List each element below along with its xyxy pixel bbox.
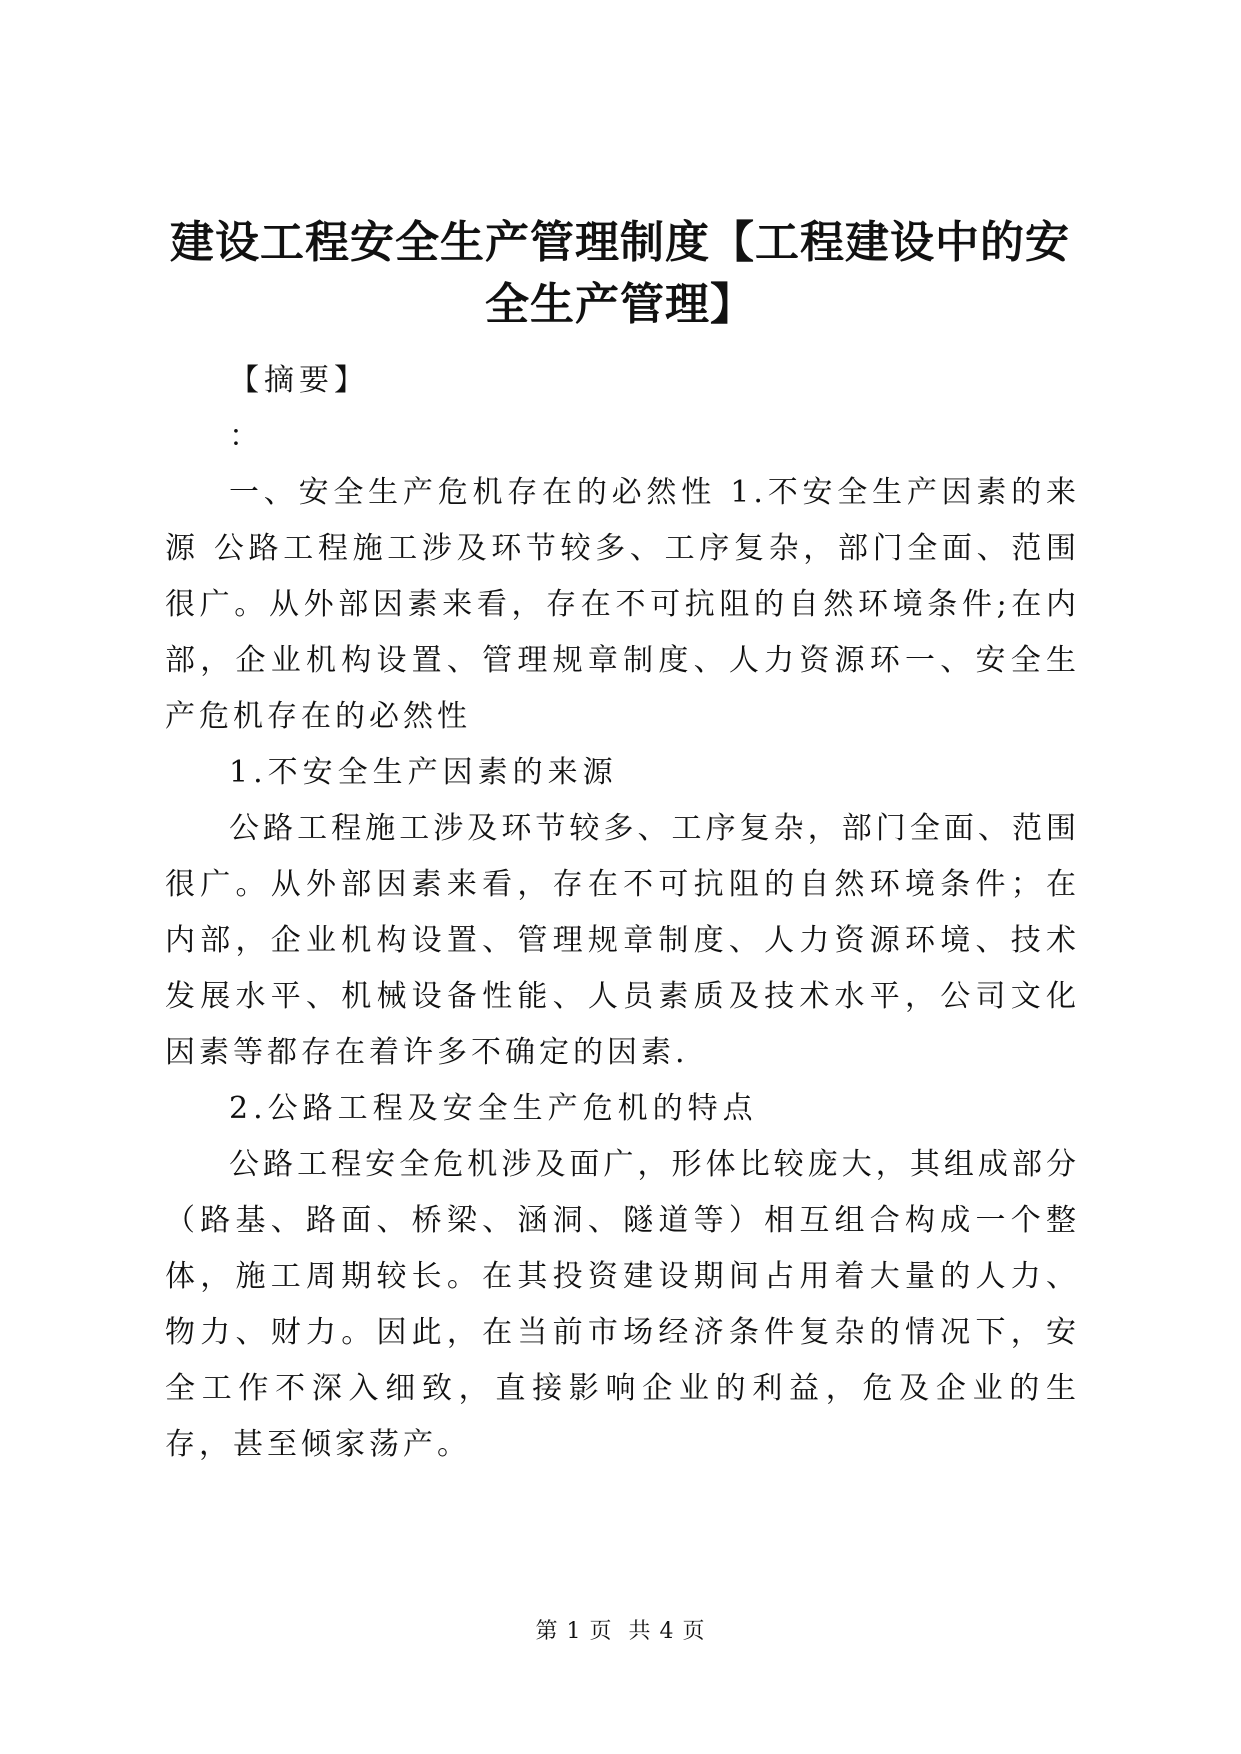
abstract-paragraph: 一、安全生产危机存在的必然性 1.不安全生产因素的来源 公路工程施工涉及环节较多、工序复杂，部门全面、范围很广。从外部因素来看，存在不可抗阻的自然环境条件;在内部，企业机构设置、管理规章制度、人力资源环一、安全生产危机存在的必然性 (165, 475, 1080, 734)
section-heading-1: 1.不安全生产因素的来源 (229, 755, 618, 790)
body-paragraph-2: 公路工程安全危机涉及面广，形体比较庞大，其组成部分（路基、路面、桥梁、涵洞、隧道等）相互组合构成一个整体，施工周期较长。在其投资建设期间占用着大量的人力、物力、财力。因此，在当前市场经济条件复杂的情况下，安全工作不深入细致，直接影响企业的利益，危及企业的生存，甚至倾家荡产。 (165, 1147, 1080, 1462)
page-footer (0, 1614, 1241, 1645)
document-body (165, 353, 1080, 1473)
abstract-heading: 【摘要】 (229, 363, 369, 398)
body-paragraph-1: 公路工程施工涉及环节较多、工序复杂，部门全面、范围很广。从外部因素来看，存在不可抗阻的自然环境条件；在内部，企业机构设置、管理规章制度、人力资源环境、技术发展水平、机械设备性能、人员素质及技术水平，公司文化因素等都存在着许多不确定的因素. (165, 811, 1080, 1070)
section-heading-2: 2.公路工程及安全生产危机的特点 (229, 1091, 758, 1126)
abstract-colon: ： (229, 419, 264, 454)
page-number-label: 第 1 页 共 4 页 (535, 1619, 706, 1644)
document-title: 建设工程安全生产管理制度【工程建设中的安全生产管理】 (170, 217, 1070, 330)
